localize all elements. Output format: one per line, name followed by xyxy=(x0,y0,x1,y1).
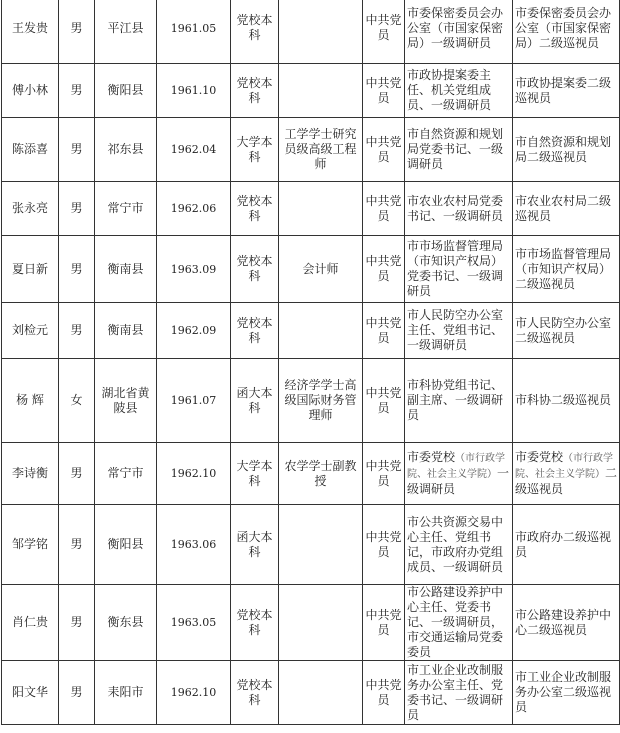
party-cell: 中共党员 xyxy=(363,585,405,661)
title-cell xyxy=(279,64,363,118)
party-cell: 中共党员 xyxy=(363,303,405,359)
party-cell: 中共党员 xyxy=(363,182,405,236)
table-row xyxy=(2,585,620,661)
birth-date-cell: 1963.09 xyxy=(157,236,231,303)
party-cell: 中共党员 xyxy=(363,64,405,118)
birthplace-cell: 祁东县 xyxy=(95,118,157,182)
education-cell: 党校本科 xyxy=(231,236,279,303)
proposed-position-cell: 市农业农村局二级巡视员 xyxy=(513,182,620,236)
current-position-cell: 市自然资源和规划局党委书记、一级调研员 xyxy=(405,118,513,182)
birthplace-cell: 耒阳市 xyxy=(95,661,157,725)
education-cell: 党校本科 xyxy=(231,182,279,236)
title-cell xyxy=(279,585,363,661)
party-cell: 中共党员 xyxy=(363,443,405,505)
current-position-cell: 市人民防空办公室主任、党组书记、一级调研员 xyxy=(405,303,513,359)
table-row xyxy=(2,359,620,443)
gender-cell: 男 xyxy=(59,182,95,236)
current-position-cell: 市科协党组书记、副主席、一级调研员 xyxy=(405,359,513,443)
table-row xyxy=(2,661,620,725)
proposed-position-cell: 市市场监督管理局（市知识产权局）二级巡视员 xyxy=(513,236,620,303)
current-position-cell: 市委保密委员会办公室（市国家保密局）一级调研员 xyxy=(405,0,513,64)
birth-date-cell: 1961.07 xyxy=(157,359,231,443)
current-position-cell: 市公共资源交易中心主任、党组书记，市政府办党组成员、一级调研员 xyxy=(405,505,513,585)
education-cell: 函大本科 xyxy=(231,505,279,585)
gender-cell: 男 xyxy=(59,118,95,182)
table-row xyxy=(2,118,620,182)
current-position-cell: 市工业企业改制服务办公室主任、党委书记、一级调研员 xyxy=(405,661,513,725)
name-cell: 肖仁贵 xyxy=(2,585,59,661)
title-cell: 工学学士研究员级高级工程师 xyxy=(279,118,363,182)
title-cell xyxy=(279,182,363,236)
current-position-cell xyxy=(405,443,513,505)
name-cell: 李诗衡 xyxy=(2,443,59,505)
current-position-cell: 市公路建设养护中心主任、党委书记、一级调研员，市交通运输局党委委员 xyxy=(405,585,513,661)
birth-date-cell: 1963.05 xyxy=(157,585,231,661)
education-cell: 大学本科 xyxy=(231,118,279,182)
proposed-position-text: 市委党校 xyxy=(515,450,564,464)
gender-cell: 男 xyxy=(59,236,95,303)
birthplace-cell: 衡南县 xyxy=(95,303,157,359)
proposed-position-cell: 市政府办二级巡视员 xyxy=(513,505,620,585)
current-position-note: （市行政学院、社会主义学院） xyxy=(407,453,506,480)
birth-date-cell: 1962.04 xyxy=(157,118,231,182)
current-position-cell: 市市场监督管理局（市知识产权局）党委书记、一级调研员 xyxy=(405,236,513,303)
birth-date-cell: 1962.10 xyxy=(157,443,231,505)
gender-cell: 男 xyxy=(59,661,95,725)
birth-date-cell: 1961.10 xyxy=(157,64,231,118)
proposed-position-note: （市行政学院、社会主义学院） xyxy=(515,453,614,480)
education-cell: 党校本科 xyxy=(231,303,279,359)
gender-cell: 男 xyxy=(59,0,95,64)
gender-cell: 男 xyxy=(59,585,95,661)
proposed-position-cell: 市政协提案委二级巡视员 xyxy=(513,64,620,118)
table-row xyxy=(2,236,620,303)
party-cell: 中共党员 xyxy=(363,359,405,443)
birth-date-cell: 1962.09 xyxy=(157,303,231,359)
current-position-cell: 市政协提案委主任、机关党组成员、一级调研员 xyxy=(405,64,513,118)
birthplace-cell: 平江县 xyxy=(95,0,157,64)
birthplace-cell: 常宁市 xyxy=(95,443,157,505)
title-cell: 农学学士副教授 xyxy=(279,443,363,505)
cadre-info-table xyxy=(1,0,620,725)
birth-date-cell: 1963.06 xyxy=(157,505,231,585)
title-cell: 经济学学士高级国际财务管理师 xyxy=(279,359,363,443)
current-position-cell: 市农业农村局党委书记、一级调研员 xyxy=(405,182,513,236)
party-cell: 中共党员 xyxy=(363,236,405,303)
table-row xyxy=(2,182,620,236)
education-cell: 党校本科 xyxy=(231,661,279,725)
birthplace-cell: 常宁市 xyxy=(95,182,157,236)
birthplace-cell: 衡南县 xyxy=(95,236,157,303)
party-cell: 中共党员 xyxy=(363,0,405,64)
current-position-text: 市委党校 xyxy=(407,450,456,464)
party-cell: 中共党员 xyxy=(363,661,405,725)
proposed-position-cell: 市人民防空办公室二级巡视员 xyxy=(513,303,620,359)
current-position-tail: 一级调研员 xyxy=(407,466,510,496)
proposed-position-cell: 市科协二级巡视员 xyxy=(513,359,620,443)
name-cell: 邹学铭 xyxy=(2,505,59,585)
gender-cell: 男 xyxy=(59,303,95,359)
name-cell: 杨 辉 xyxy=(2,359,59,443)
table-row xyxy=(2,0,620,64)
gender-cell: 男 xyxy=(59,505,95,585)
education-cell: 大学本科 xyxy=(231,443,279,505)
proposed-position-cell: 市公路建设养护中心二级巡视员 xyxy=(513,585,620,661)
title-cell xyxy=(279,0,363,64)
education-cell: 党校本科 xyxy=(231,0,279,64)
education-cell: 函大本科 xyxy=(231,359,279,443)
proposed-position-cell xyxy=(513,443,620,505)
birthplace-cell: 衡阳县 xyxy=(95,505,157,585)
table-row xyxy=(2,443,620,505)
proposed-position-cell: 市工业企业改制服务办公室二级巡视员 xyxy=(513,661,620,725)
gender-cell: 女 xyxy=(59,359,95,443)
proposed-position-tail: 二级巡视员 xyxy=(515,466,618,496)
title-cell xyxy=(279,661,363,725)
name-cell: 陈添喜 xyxy=(2,118,59,182)
proposed-position-cell: 市自然资源和规划局二级巡视员 xyxy=(513,118,620,182)
title-cell xyxy=(279,303,363,359)
name-cell: 刘检元 xyxy=(2,303,59,359)
name-cell: 夏日新 xyxy=(2,236,59,303)
name-cell: 傅小林 xyxy=(2,64,59,118)
birth-date-cell: 1961.05 xyxy=(157,0,231,64)
birth-date-cell: 1962.10 xyxy=(157,661,231,725)
party-cell: 中共党员 xyxy=(363,118,405,182)
table-row xyxy=(2,64,620,118)
table-row xyxy=(2,505,620,585)
birthplace-cell: 湖北省黄陂县 xyxy=(95,359,157,443)
gender-cell: 男 xyxy=(59,443,95,505)
birthplace-cell: 衡阳县 xyxy=(95,64,157,118)
name-cell: 王发贵 xyxy=(2,0,59,64)
table-body xyxy=(2,0,620,725)
title-cell xyxy=(279,505,363,585)
party-cell: 中共党员 xyxy=(363,505,405,585)
name-cell: 张永亮 xyxy=(2,182,59,236)
birth-date-cell: 1962.06 xyxy=(157,182,231,236)
birthplace-cell: 衡东县 xyxy=(95,585,157,661)
name-cell: 阳文华 xyxy=(2,661,59,725)
education-cell: 党校本科 xyxy=(231,64,279,118)
title-cell: 会计师 xyxy=(279,236,363,303)
gender-cell: 男 xyxy=(59,64,95,118)
education-cell: 党校本科 xyxy=(231,585,279,661)
table-row xyxy=(2,303,620,359)
proposed-position-cell: 市委保密委员会办公室（市国家保密局）二级巡视员 xyxy=(513,0,620,64)
